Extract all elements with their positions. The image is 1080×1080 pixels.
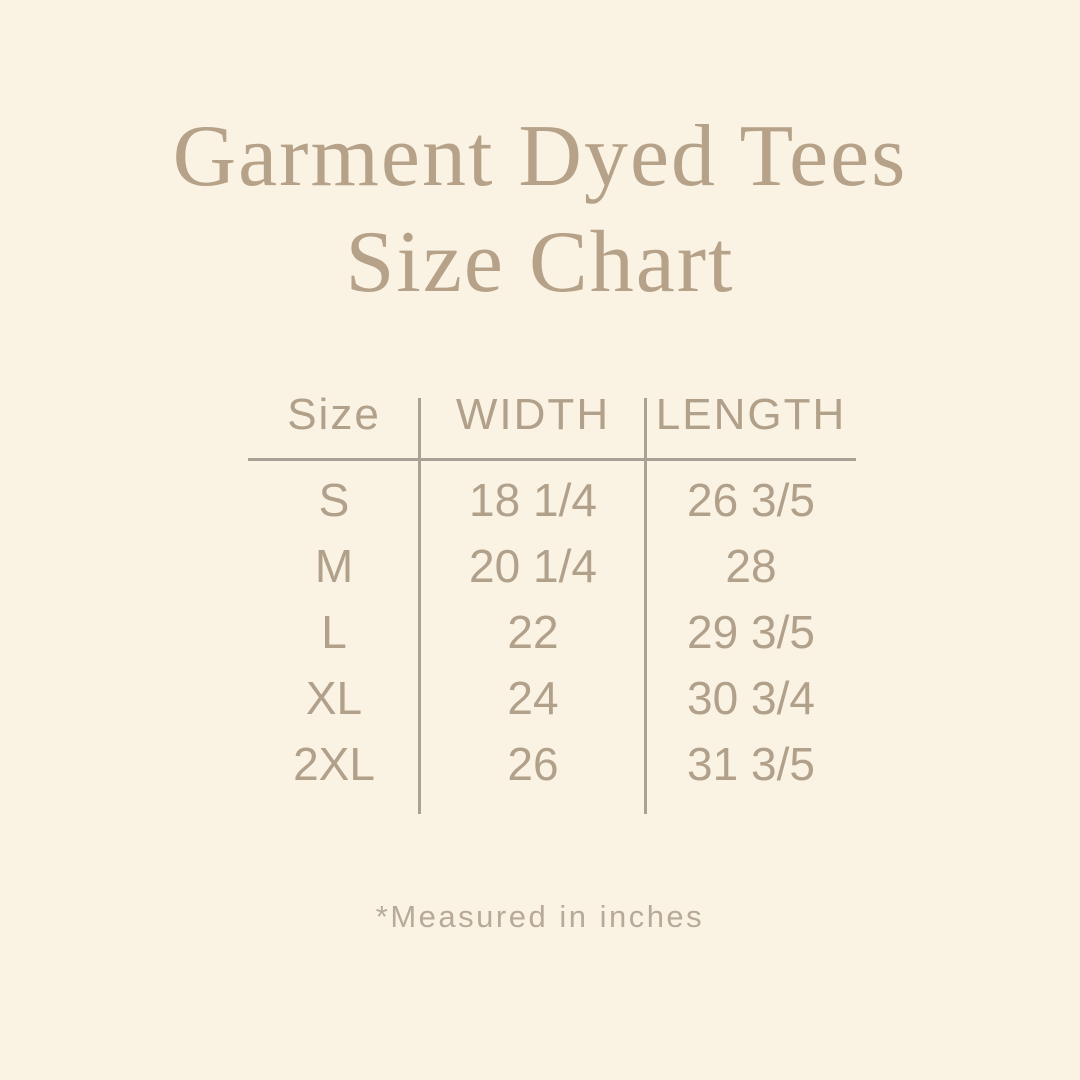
- header-width: WIDTH: [455, 390, 611, 439]
- table-row: [248, 731, 856, 797]
- width-value: 22: [507, 606, 559, 658]
- table-row: [248, 533, 856, 599]
- size-label: XL: [305, 672, 363, 724]
- length-value: 29 3/5: [687, 606, 815, 658]
- size-label: S: [318, 474, 350, 526]
- length-value: 26 3/5: [687, 474, 815, 526]
- size-label: M: [314, 540, 354, 592]
- length-value: 31 3/5: [687, 738, 815, 790]
- page-title: [0, 104, 1080, 316]
- width-value: 24: [507, 672, 559, 724]
- length-value: 30 3/4: [687, 672, 815, 724]
- width-value: 18 1/4: [469, 474, 597, 526]
- length-value: 28: [725, 540, 777, 592]
- header-length: LENGTH: [655, 390, 847, 439]
- table-row: [248, 665, 856, 731]
- size-label: 2XL: [293, 738, 375, 790]
- table-row: [248, 599, 856, 665]
- title-line-2: Size Chart: [345, 214, 735, 311]
- table-row: [248, 467, 856, 533]
- table-header-row: [248, 382, 856, 448]
- size-chart-table: [248, 382, 856, 814]
- header-size: Size: [287, 390, 381, 439]
- width-value: 20 1/4: [469, 540, 597, 592]
- table-body: [248, 467, 856, 797]
- width-value: 26: [507, 738, 559, 790]
- title-line-1: Garment Dyed Tees: [172, 108, 908, 205]
- measurement-footnote: *Measured in inches: [375, 899, 705, 934]
- size-label: L: [321, 606, 347, 658]
- header-divider-line: [248, 458, 856, 461]
